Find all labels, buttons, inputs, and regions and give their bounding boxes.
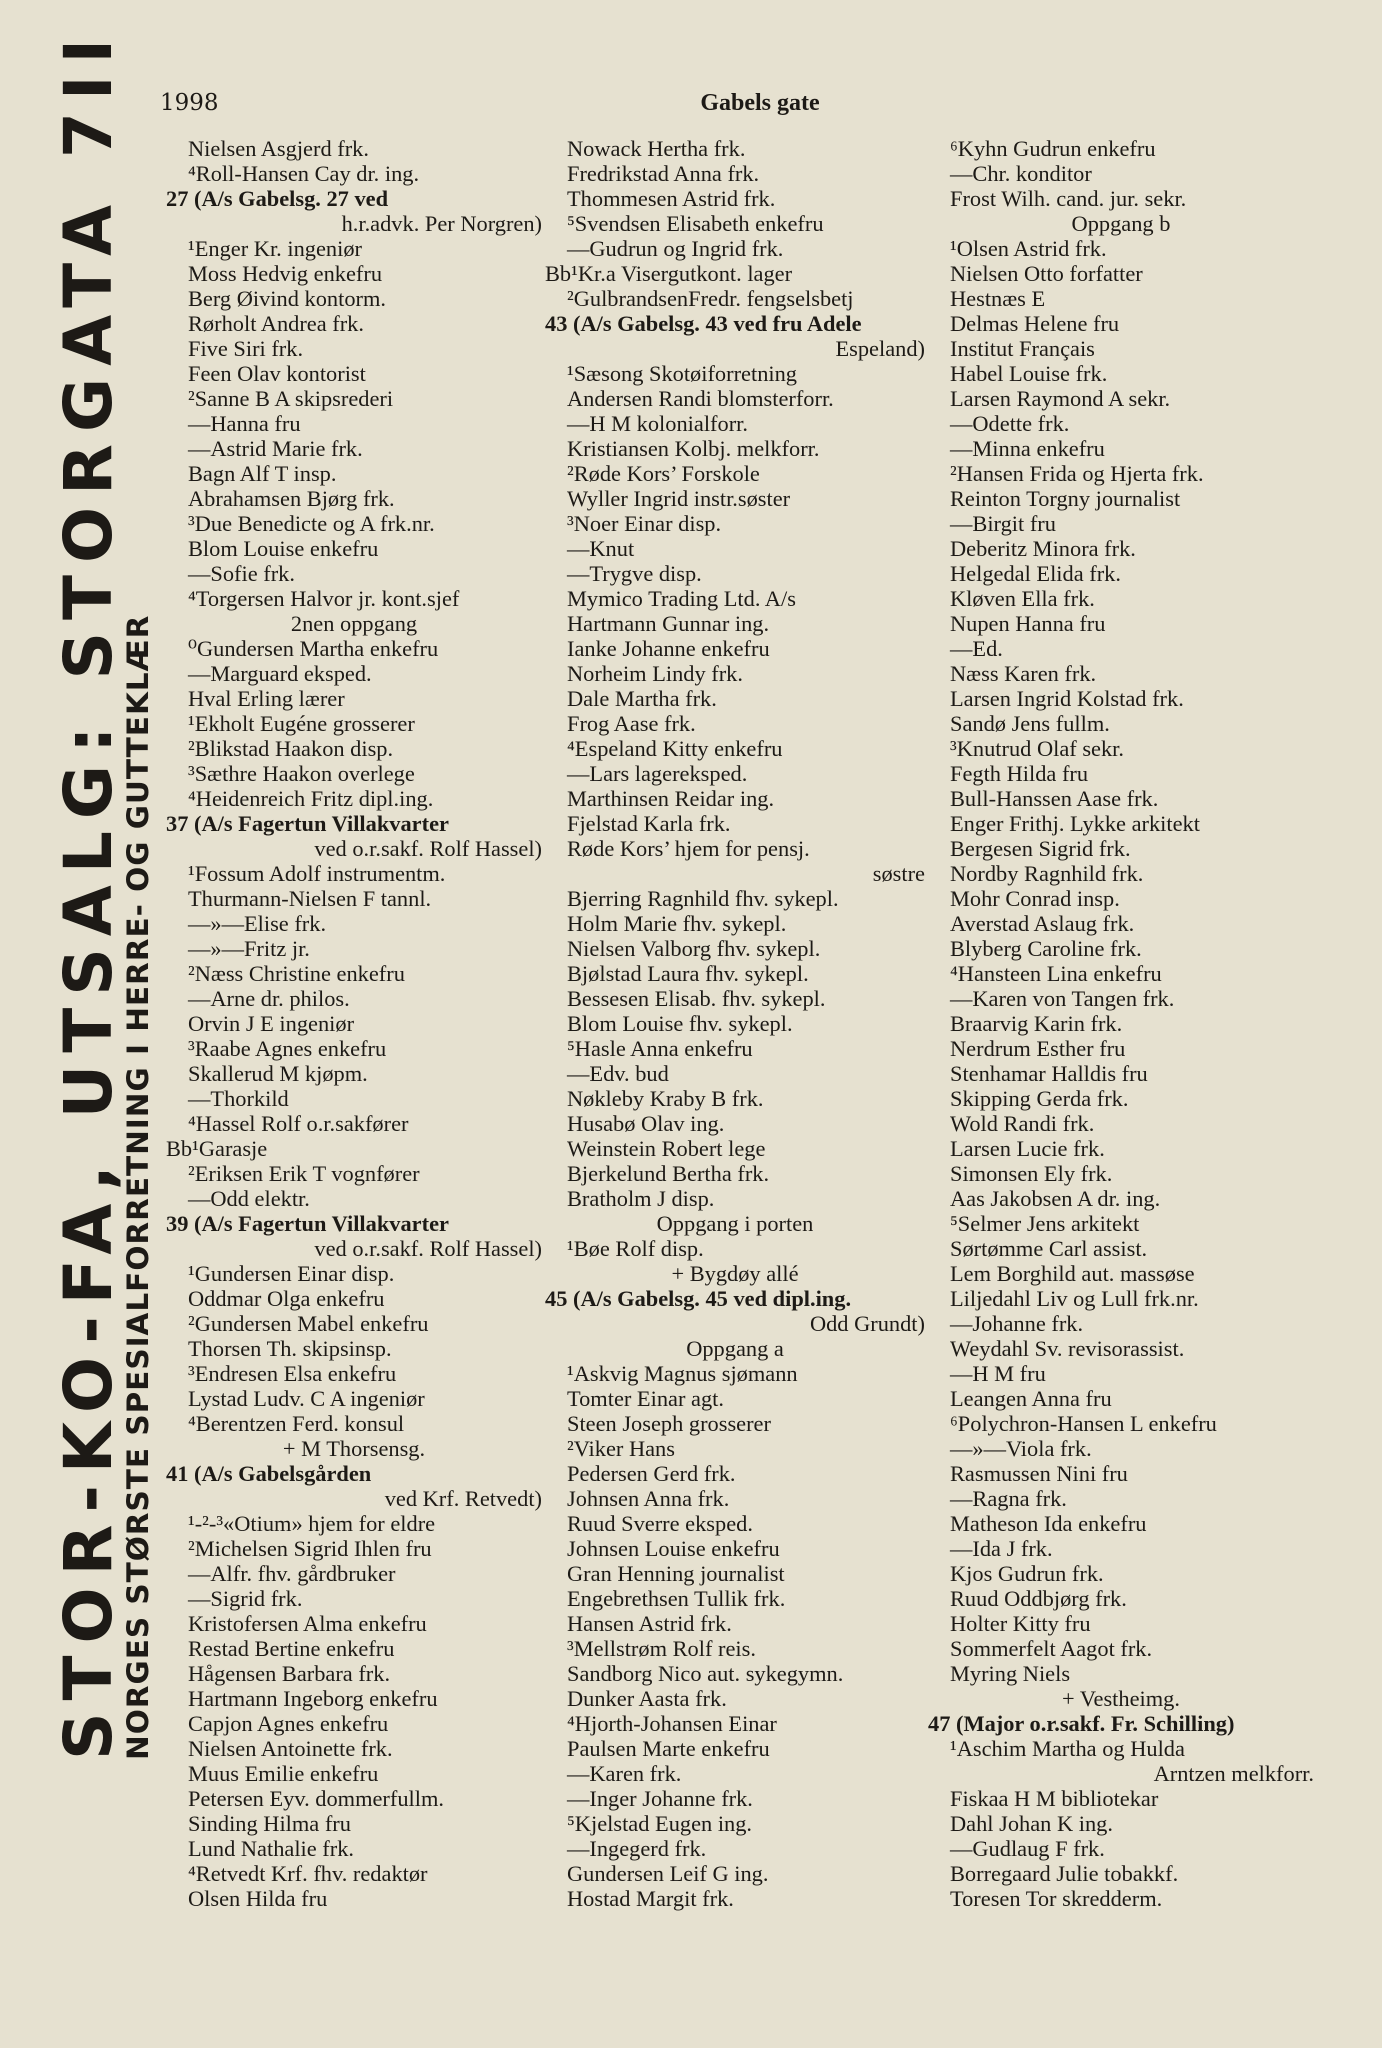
directory-entry: Habel Louise frk. [950, 361, 1108, 386]
directory-entry: Sommerfelt Aagot frk. [950, 1636, 1153, 1661]
directory-entry: ⁴Heidenreich Fritz dipl.ing. [188, 786, 434, 811]
directory-entry: Hartmann Ingeborg enkefru [188, 1686, 438, 1711]
directory-entry: ²GulbrandsenFredr. fengselsbetj [567, 286, 854, 311]
directory-entry: Kjos Gudrun frk. [950, 1561, 1104, 1586]
directory-entry: ³Mellstrøm Rolf reis. [567, 1636, 756, 1661]
directory-entry: + M Thorsensg. [282, 1436, 426, 1461]
directory-entry: ¹Gundersen Einar disp. [188, 1261, 395, 1286]
directory-entry: Nowack Hertha frk. [567, 136, 746, 161]
directory-entry: Holm Marie fhv. sykepl. [567, 911, 787, 936]
directory-entry: ¹Enger Kr. ingeniør [188, 236, 362, 261]
directory-entry: —Minna enkefru [950, 436, 1105, 461]
directory-entry: Hågensen Barbara frk. [188, 1661, 391, 1686]
directory-entry: Braarvig Karin frk. [950, 1011, 1123, 1036]
sidebar-banner: STOR-KO-FA, UTSALG: STORGATA 7II [50, 26, 127, 1760]
directory-entry: —Odd elektr. [188, 1186, 310, 1211]
directory-entry: —Knut [567, 536, 635, 561]
directory-entry: ¹Askvig Magnus sjømann [567, 1361, 798, 1386]
directory-entry: Rørholt Andrea frk. [188, 311, 364, 336]
directory-entry: Paulsen Marte enkefru [567, 1736, 770, 1761]
directory-entry: Dale Martha frk. [567, 686, 717, 711]
directory-entry: ⁵Svendsen Elisabeth enkefru [567, 211, 824, 236]
directory-entry: Nupen Hanna fru [950, 611, 1106, 636]
directory-entry: Thorsen Th. skipsinsp. [188, 1336, 392, 1361]
directory-entry: ²Gundersen Mabel enkefru [188, 1311, 429, 1336]
directory-entry: Blyberg Caroline frk. [950, 936, 1142, 961]
directory-entry: Andersen Randi blomsterforr. [567, 386, 834, 411]
directory-entry: Holter Kitty fru [950, 1611, 1091, 1636]
directory-entry: Restad Bertine enkefru [188, 1636, 395, 1661]
directory-entry: Wold Randi frk. [950, 1111, 1095, 1136]
directory-entry: Sandø Jens fullm. [950, 711, 1110, 736]
directory-entry: —Ingegerd frk. [567, 1836, 707, 1861]
directory-entry: ved o.r.sakf. Rolf Hassel) [314, 836, 542, 861]
directory-entry: Pedersen Gerd frk. [567, 1461, 736, 1486]
directory-entry: 39 (A/s Fagertun Villakvarter [166, 1211, 449, 1236]
directory-entry: ⁶Kyhn Gudrun enkefru [950, 136, 1156, 161]
directory-entry: —Inger Johanne frk. [567, 1786, 753, 1811]
directory-entry: Bb¹Garasje [166, 1136, 268, 1161]
directory-column-1 [166, 136, 542, 1916]
directory-entry: Bjerkelund Bertha frk. [567, 1161, 770, 1186]
directory-entry: —H M fru [950, 1361, 1046, 1386]
directory-entry: ²Eriksen Erik T vognfører [188, 1161, 420, 1186]
directory-entry: Ruud Sverre eksped. [567, 1511, 753, 1536]
directory-entry: —Sigrid frk. [188, 1586, 303, 1611]
directory-entry: —H M kolonialforr. [567, 411, 748, 436]
directory-entry: ²Næss Christine enkefru [188, 961, 405, 986]
directory-entry: Nerdrum Esther fru [950, 1036, 1126, 1061]
directory-entry: —Ed. [950, 636, 1003, 661]
directory-entry: Engebrethsen Tullik frk. [567, 1586, 786, 1611]
directory-entry: Larsen Ingrid Kolstad frk. [950, 686, 1184, 711]
directory-entry: ¹Fossum Adolf instrumentm. [188, 861, 446, 886]
directory-entry: Bb¹Kr.a Visergutkont. lager [545, 261, 793, 286]
directory-entry: ³Knutrud Olaf sekr. [950, 736, 1124, 761]
directory-entry: Leangen Anna fru [950, 1386, 1112, 1411]
directory-entry: Matheson Ida enkefru [950, 1511, 1147, 1536]
directory-entry: søstre [872, 861, 925, 886]
directory-entry: Berg Øivind kontorm. [188, 286, 386, 311]
directory-entry: ⁴Roll-Hansen Cay dr. ing. [188, 161, 420, 186]
directory-entry: Kløven Ella frk. [950, 586, 1095, 611]
directory-entry: Norheim Lindy frk. [567, 661, 743, 686]
directory-entry: Blom Louise fhv. sykepl. [567, 1011, 793, 1036]
directory-entry: + Bygdøy allé [671, 1261, 799, 1286]
directory-entry: Fjelstad Karla frk. [567, 811, 731, 836]
directory-entry: Næss Karen frk. [950, 661, 1097, 686]
directory-entry: ⁵Selmer Jens arkitekt [950, 1211, 1140, 1236]
directory-entry: Oppgang a [686, 1336, 784, 1361]
directory-entry: —»—Fritz jr. [188, 936, 310, 961]
directory-entry: —Karen von Tangen frk. [950, 986, 1175, 1011]
directory-entry: Arntzen melkforr. [1153, 1761, 1314, 1786]
directory-entry: Capjon Agnes enkefru [188, 1711, 389, 1736]
directory-entry: + Vestheimg. [1062, 1686, 1180, 1711]
directory-entry: 43 (A/s Gabelsg. 43 ved fru Adele [545, 311, 862, 336]
directory-entry: ²Blikstad Haakon disp. [188, 736, 394, 761]
directory-entry: Liljedahl Liv og Lull frk.nr. [950, 1286, 1199, 1311]
directory-entry: Lem Borghild aut. massøse [950, 1261, 1195, 1286]
directory-entry: Orvin J E ingeniør [188, 1011, 355, 1036]
directory-entry: ¹Ekholt Eugéne grosserer [188, 711, 415, 736]
directory-entry: Wyller Ingrid instr.søster [567, 486, 791, 511]
directory-entry: Hestnæs E [950, 286, 1046, 311]
directory-entry: Larsen Raymond A sekr. [950, 386, 1171, 411]
directory-entry: ⁴Hansteen Lina enkefru [950, 961, 1162, 986]
directory-entry: ³Raabe Agnes enkefru [188, 1036, 387, 1061]
directory-entry: Gran Henning journalist [567, 1561, 785, 1586]
directory-entry: Frost Wilh. cand. jur. sekr. [950, 186, 1187, 211]
directory-entry: ¹Sæsong Skotøiforretning [567, 361, 798, 386]
directory-entry: —Edv. bud [567, 1061, 669, 1086]
directory-entry: 47 (Major o.r.sakf. Fr. Schilling) [928, 1711, 1235, 1736]
directory-entry: ⁵Kjelstad Eugen ing. [567, 1811, 753, 1836]
directory-entry: ⁴Retvedt Krf. fhv. redaktør [188, 1861, 428, 1886]
directory-entry: Frog Aase frk. [567, 711, 696, 736]
directory-entry: Muus Emilie enkefru [188, 1761, 379, 1786]
directory-entry: ved Krf. Retvedt) [384, 1486, 542, 1511]
directory-entry: Helgedal Elida frk. [950, 561, 1121, 586]
directory-entry: Blom Louise enkefru [188, 536, 379, 561]
directory-entry: 41 (A/s Gabelsgården [166, 1461, 372, 1486]
directory-entry: Tomter Einar agt. [567, 1386, 724, 1411]
directory-entry: Aas Jakobsen A dr. ing. [950, 1186, 1161, 1211]
directory-entry: Skallerud M kjøpm. [188, 1061, 368, 1086]
directory-entry: ³Noer Einar disp. [567, 511, 722, 536]
directory-entry: Gundersen Leif G ing. [567, 1861, 769, 1886]
directory-entry: Borregaard Julie tobakkf. [950, 1861, 1179, 1886]
directory-entry: Espeland) [835, 336, 925, 361]
directory-entry: Hartmann Gunnar ing. [567, 611, 770, 636]
directory-entry: —Gudrun og Ingrid frk. [567, 236, 784, 261]
directory-entry: ¹‑²‑³«Otium» hjem for eldre [188, 1511, 436, 1536]
directory-entry: Fredrikstad Anna frk. [567, 161, 760, 186]
directory-entry: —Lars lagereksped. [567, 761, 748, 786]
directory-entry: Mohr Conrad insp. [950, 886, 1120, 911]
directory-entry: Johnsen Louise enkefru [567, 1536, 780, 1561]
directory-entry: ⁰Gundersen Martha enkefru [188, 636, 439, 661]
directory-entry: ²Røde Kors’ Forskole [567, 461, 760, 486]
directory-column-3 [928, 136, 1314, 1916]
directory-entry: ³Endresen Elsa enkefru [188, 1361, 397, 1386]
directory-entry: Dunker Aasta frk. [567, 1686, 727, 1711]
directory-entry: ¹Aschim Martha og Hulda [950, 1736, 1185, 1761]
directory-entry: 37 (A/s Fagertun Villakvarter [166, 811, 449, 836]
directory-entry: —Sofie frk. [188, 561, 295, 586]
directory-entry: Kristofersen Alma enkefru [188, 1611, 427, 1636]
directory-entry: Ianke Johanne enkefru [567, 636, 770, 661]
directory-entry: Bjerring Ragnhild fhv. sykepl. [567, 886, 839, 911]
directory-entry: ⁵Hasle Anna enkefru [567, 1036, 753, 1061]
directory-entry: ³Due Benedicte og A frk.nr. [188, 511, 435, 536]
directory-entry: Hval Erling lærer [188, 686, 345, 711]
directory-entry: Husabø Olav ing. [567, 1111, 725, 1136]
directory-entry: Fegth Hilda fru [950, 761, 1089, 786]
directory-entry: Petersen Eyv. dommerfullm. [188, 1786, 444, 1811]
street-title: Gabels gate [700, 90, 820, 116]
directory-entry: 45 (A/s Gabelsg. 45 ved dipl.ing. [545, 1286, 852, 1311]
directory-entry: Bessesen Elisab. fhv. sykepl. [567, 986, 826, 1011]
directory-entry: Rasmussen Nini fru [950, 1461, 1128, 1486]
directory-entry: ⁴Berentzen Ferd. konsul [188, 1411, 405, 1436]
directory-entry: Weinstein Robert lege [567, 1136, 766, 1161]
directory-entry: —Trygve disp. [567, 561, 702, 586]
directory-entry: Skipping Gerda frk. [950, 1086, 1129, 1111]
directory-entry: Hostad Margit frk. [567, 1886, 734, 1911]
directory-entry: 2nen oppgang [290, 611, 418, 636]
directory-entry: Sinding Hilma fru [188, 1811, 351, 1836]
directory-entry: Five Siri frk. [188, 336, 304, 361]
directory-entry: ved o.r.sakf. Rolf Hassel) [314, 1236, 542, 1261]
directory-entry: Odd Grundt) [809, 1311, 925, 1336]
directory-entry: Weydahl Sv. revisorassist. [950, 1336, 1185, 1361]
directory-entry: Bergesen Sigrid frk. [950, 836, 1131, 861]
directory-entry: Deberitz Minora frk. [950, 536, 1136, 561]
directory-entry: Steen Joseph grosserer [567, 1411, 771, 1436]
directory-entry: —»—Elise frk. [188, 911, 327, 936]
directory-entry: Røde Kors’ hjem for pensj. [567, 836, 810, 861]
directory-entry: ⁴Espeland Kitty enkefru [567, 736, 783, 761]
directory-entry: —Birgit fru [950, 511, 1056, 536]
directory-entry: Delmas Helene fru [950, 311, 1120, 336]
directory-entry: —Gudlaug F frk. [950, 1836, 1105, 1861]
directory-entry: —Ragna frk. [950, 1486, 1067, 1511]
directory-entry: ⁴Torgersen Halvor jr. kont.sjef [188, 586, 460, 611]
directory-entry: Marthinsen Reidar ing. [567, 786, 775, 811]
directory-entry: Larsen Lucie frk. [950, 1136, 1105, 1161]
directory-entry: —Thorkild [188, 1086, 289, 1111]
directory-entry: Kristiansen Kolbj. melkforr. [567, 436, 820, 461]
directory-entry: Simonsen Ely frk. [950, 1161, 1113, 1186]
directory-entry: Oppgang i porten [656, 1211, 814, 1236]
directory-entry: Mymico Trading Ltd. A/s [567, 586, 796, 611]
directory-entry: ¹Bøe Rolf disp. [567, 1236, 704, 1261]
directory-entry: Nielsen Otto forfatter [950, 261, 1143, 286]
directory-entry: Bagn Alf T insp. [188, 461, 337, 486]
directory-entry: Fiskaa H M bibliotekar [950, 1786, 1159, 1811]
sidebar-slogan: NORGES STØRSTE SPESIALFORRETNING I HERRE- OG GUTTEKLÆR [121, 614, 155, 1760]
directory-entry: Institut Français [950, 336, 1095, 361]
directory-entry: Lund Nathalie frk. [188, 1836, 355, 1861]
directory-entry: Moss Hedvig enkefru [188, 261, 383, 286]
page-header [160, 90, 1260, 126]
directory-entry: —Ida J frk. [950, 1536, 1053, 1561]
directory-entry: Stenhamar Halldis fru [950, 1061, 1148, 1086]
directory-entry: Enger Frithj. Lykke arkitekt [950, 811, 1200, 836]
directory-entry: Thurmann-Nielsen F tannl. [188, 886, 432, 911]
directory-entry: —Marguard eksped. [188, 661, 372, 686]
directory-entry: Hansen Astrid frk. [567, 1611, 732, 1636]
directory-entry: Abrahamsen Bjørg frk. [188, 486, 395, 511]
directory-entry: Myring Niels [950, 1661, 1071, 1686]
directory-entry: Lystad Ludv. C A ingeniør [188, 1386, 425, 1411]
directory-entry: —Johanne frk. [950, 1311, 1084, 1336]
directory-entry: ²Michelsen Sigrid Ihlen fru [188, 1536, 432, 1561]
directory-entry: Nielsen Asgjerd frk. [188, 136, 369, 161]
directory-entry: 27 (A/s Gabelsg. 27 ved [166, 186, 389, 211]
directory-entry: Oddmar Olga enkefru [188, 1286, 385, 1311]
directory-entry: Sørtømme Carl assist. [950, 1236, 1148, 1261]
directory-entry: ²Sanne B A skipsrederi [188, 386, 394, 411]
directory-entry: Bratholm J disp. [567, 1186, 715, 1211]
directory-entry: ⁴Hjorth-Johansen Einar [567, 1711, 777, 1736]
directory-entry: h.r.advk. Per Norgren) [341, 211, 542, 236]
directory-entry: —Arne dr. philos. [188, 986, 350, 1011]
directory-entry: ⁴Hassel Rolf o.r.sakfører [188, 1111, 409, 1136]
directory-entry: Nøkleby Kraby B frk. [567, 1086, 764, 1111]
directory-entry: —»—Viola frk. [950, 1436, 1092, 1461]
directory-entry: ²Viker Hans [567, 1436, 675, 1461]
directory-entry: ²Hansen Frida og Hjerta frk. [950, 461, 1204, 486]
directory-entry: Bull-Hanssen Aase frk. [950, 786, 1159, 811]
directory-entry: Sandborg Nico aut. sykegymn. [567, 1661, 844, 1686]
directory-entry: Thommesen Astrid frk. [567, 186, 776, 211]
directory-entry: Nielsen Valborg fhv. sykepl. [567, 936, 821, 961]
directory-entry: Olsen Hilda fru [188, 1886, 328, 1911]
directory-entry: ¹Olsen Astrid frk. [950, 236, 1107, 261]
directory-entry: Reinton Torgny journalist [950, 486, 1181, 511]
directory-entry: Nordby Ragnhild frk. [950, 861, 1144, 886]
directory-entry: Nielsen Antoinette frk. [188, 1736, 393, 1761]
directory-entry: Bjølstad Laura fhv. sykepl. [567, 961, 809, 986]
directory-entry: —Alfr. fhv. gårdbruker [188, 1561, 396, 1586]
directory-entry: Averstad Aslaug frk. [950, 911, 1135, 936]
directory-entry: ³Sæthre Haakon overlege [188, 761, 415, 786]
page-number: 1998 [160, 90, 219, 116]
directory-entry: —Chr. konditor [950, 161, 1092, 186]
directory-entry: Johnsen Anna frk. [567, 1486, 730, 1511]
directory-entry: ⁶Polychron-Hansen L enkefru [950, 1411, 1217, 1436]
directory-entry: Toresen Tor skredderm. [950, 1886, 1163, 1911]
directory-entry: Oppgang b [1071, 211, 1171, 236]
directory-entry: —Astrid Marie frk. [188, 436, 363, 461]
directory-entry: Dahl Johan K ing. [950, 1811, 1113, 1836]
directory-entry: —Hanna fru [188, 411, 301, 436]
directory-entry: Feen Olav kontorist [188, 361, 366, 386]
directory-entry: —Odette frk. [950, 411, 1070, 436]
directory-entry: Ruud Oddbjørg frk. [950, 1586, 1127, 1611]
directory-entry: —Karen frk. [567, 1761, 682, 1786]
directory-column-2 [545, 136, 925, 1916]
